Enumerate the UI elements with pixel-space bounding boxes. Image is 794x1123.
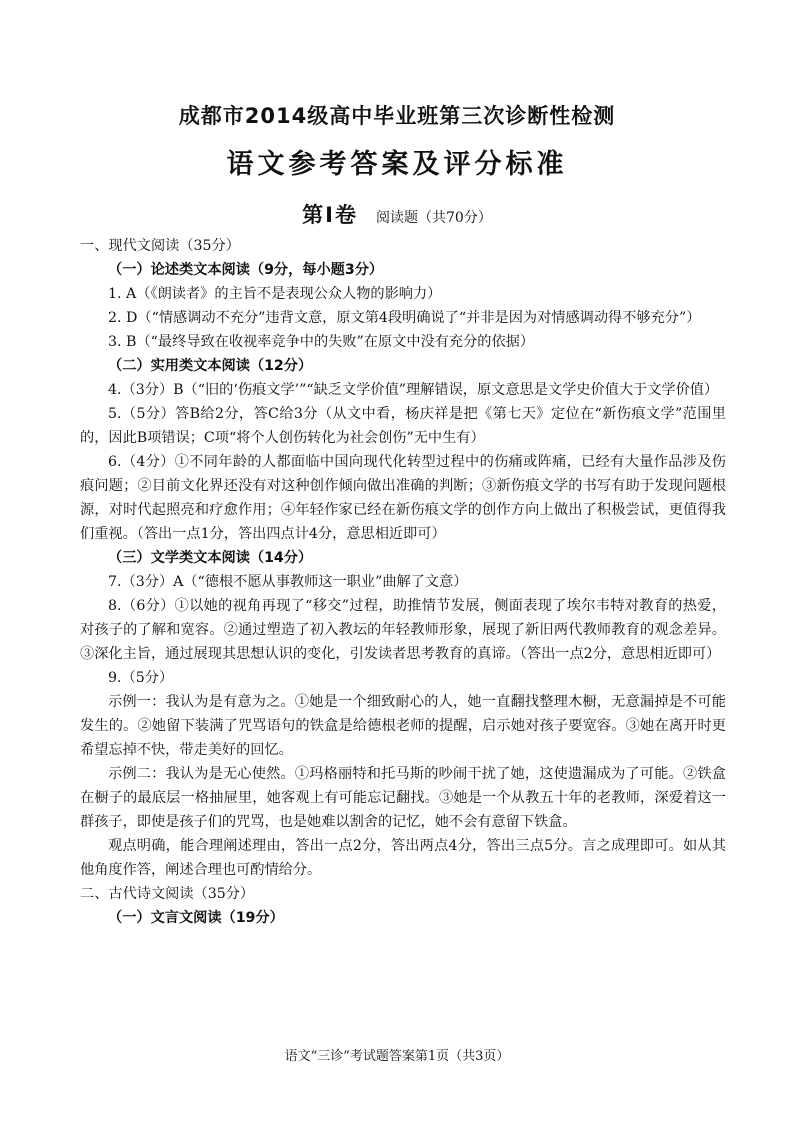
answer-item: 9.（5分）	[108, 670, 174, 686]
answer-item: 5.（5分）答B给2分，答C给3分（从文中看，杨庆祥是把《第七天》定位在“新伤痕文学”范围里的，因此B项错误；C项“将个人创伤转化为社会创伤”无中生有）	[80, 406, 726, 446]
answer-item: 3. B（“最终导致在收视率竞争中的失败”在原文中没有充分的依据）	[108, 334, 535, 350]
section-heading: 二、古代诗文阅读（35分）	[80, 886, 255, 902]
volume-heading	[0, 199, 794, 229]
example-answer: 示例一：我认为是有意为之。①她是一个细致耐心的人，她一直翻找整理木橱，无意漏掉是不可能发生的。②她留下装满了咒骂语句的铁盒是给德根老师的提醒，启示她对孩子要宽容。③她在离开时更希望忘掉不快，带走美好的回忆。	[80, 694, 726, 758]
page-footer: 语文“三诊”考试题答案第1页（共3页）	[284, 1049, 510, 1064]
scoring-note: 观点明确，能合理阐述理由，答出一点2分，答出两点4分，答出三点5分。言之成理即可。如从其他角度作答，阐述合理也可酌情给分。	[80, 838, 726, 878]
answer-item: 7.（3分）A（“德根不愿从事教师这一职业”曲解了文意）	[108, 574, 468, 590]
volume-label: 第Ⅰ卷	[302, 203, 358, 227]
volume-subtitle: 阅读题（共70分）	[376, 210, 492, 226]
answer-content	[80, 234, 726, 930]
subsection-heading: （三）文学类文本阅读（14分）	[108, 550, 313, 566]
document-title: 语文参考答案及评分标准	[226, 149, 568, 180]
answer-item: 2. D（“情感调动不充分”违背文意，原文第4段明确说了“并非是因为对情感调动得不够充分”）	[108, 310, 701, 326]
answer-item: 8.（6分）①以她的视角再现了“移交”过程，助推情节发展，侧面表现了埃尔韦特对教育的热爱，对孩子的了解和宽容。②通过塑造了初入教坛的年轻教师形象，展现了新旧两代教师教育的观念差异。③深化主旨，通过展现其思想认识的变化，引发读者思考教育的真谛。（答出一点2分，意思相近即可）	[80, 598, 726, 662]
exam-title: 成都市2014级高中毕业班第三次诊断性检测	[178, 104, 616, 128]
subsection-heading: （一）文言文阅读（19分）	[108, 910, 284, 926]
subsection-heading: （二）实用类文本阅读（12分）	[108, 358, 313, 374]
section-heading: 一、现代文阅读（35分）	[80, 238, 240, 254]
answer-item: 6.（4分）①不同年龄的人都面临中国向现代化转型过程中的伤痛或阵痛，已经有大量作品涉及伤痕问题；②目前文化界还没有对这种创作倾向做出准确的判断；③新伤痕文学的书写有助于发现问题根源，对时代起照亮和疗愈作用；④年轻作家已经在新伤痕文学的创作方向上做出了积极尝试，更值得我们重视。（答出一点1分，答出四点计4分，意思相近即可）	[80, 454, 726, 542]
answer-item: 1. A（《朗读者》的主旨不是表现公众人物的影响力）	[108, 286, 442, 302]
subsection-heading: （一）论述类文本阅读（9分，每小题3分）	[108, 262, 384, 278]
answer-item: 4.（3分）B（“旧的‘伤痕文学’”“缺乏文学价值”理解错误，原文意思是文学史价值大于文学价值）	[108, 382, 719, 398]
example-answer: 示例二：我认为是无心使然。①玛格丽特和托马斯的吵闹干扰了她，这使遗漏成为了可能。②铁盒在橱子的最底层一格抽屉里，她客观上有可能忘记翻找。③她是一个从教五十年的老教师，深爱着这一群孩子，即使是孩子们的咒骂，也是她难以割舍的记忆，她不会有意留下铁盒。	[80, 766, 726, 830]
